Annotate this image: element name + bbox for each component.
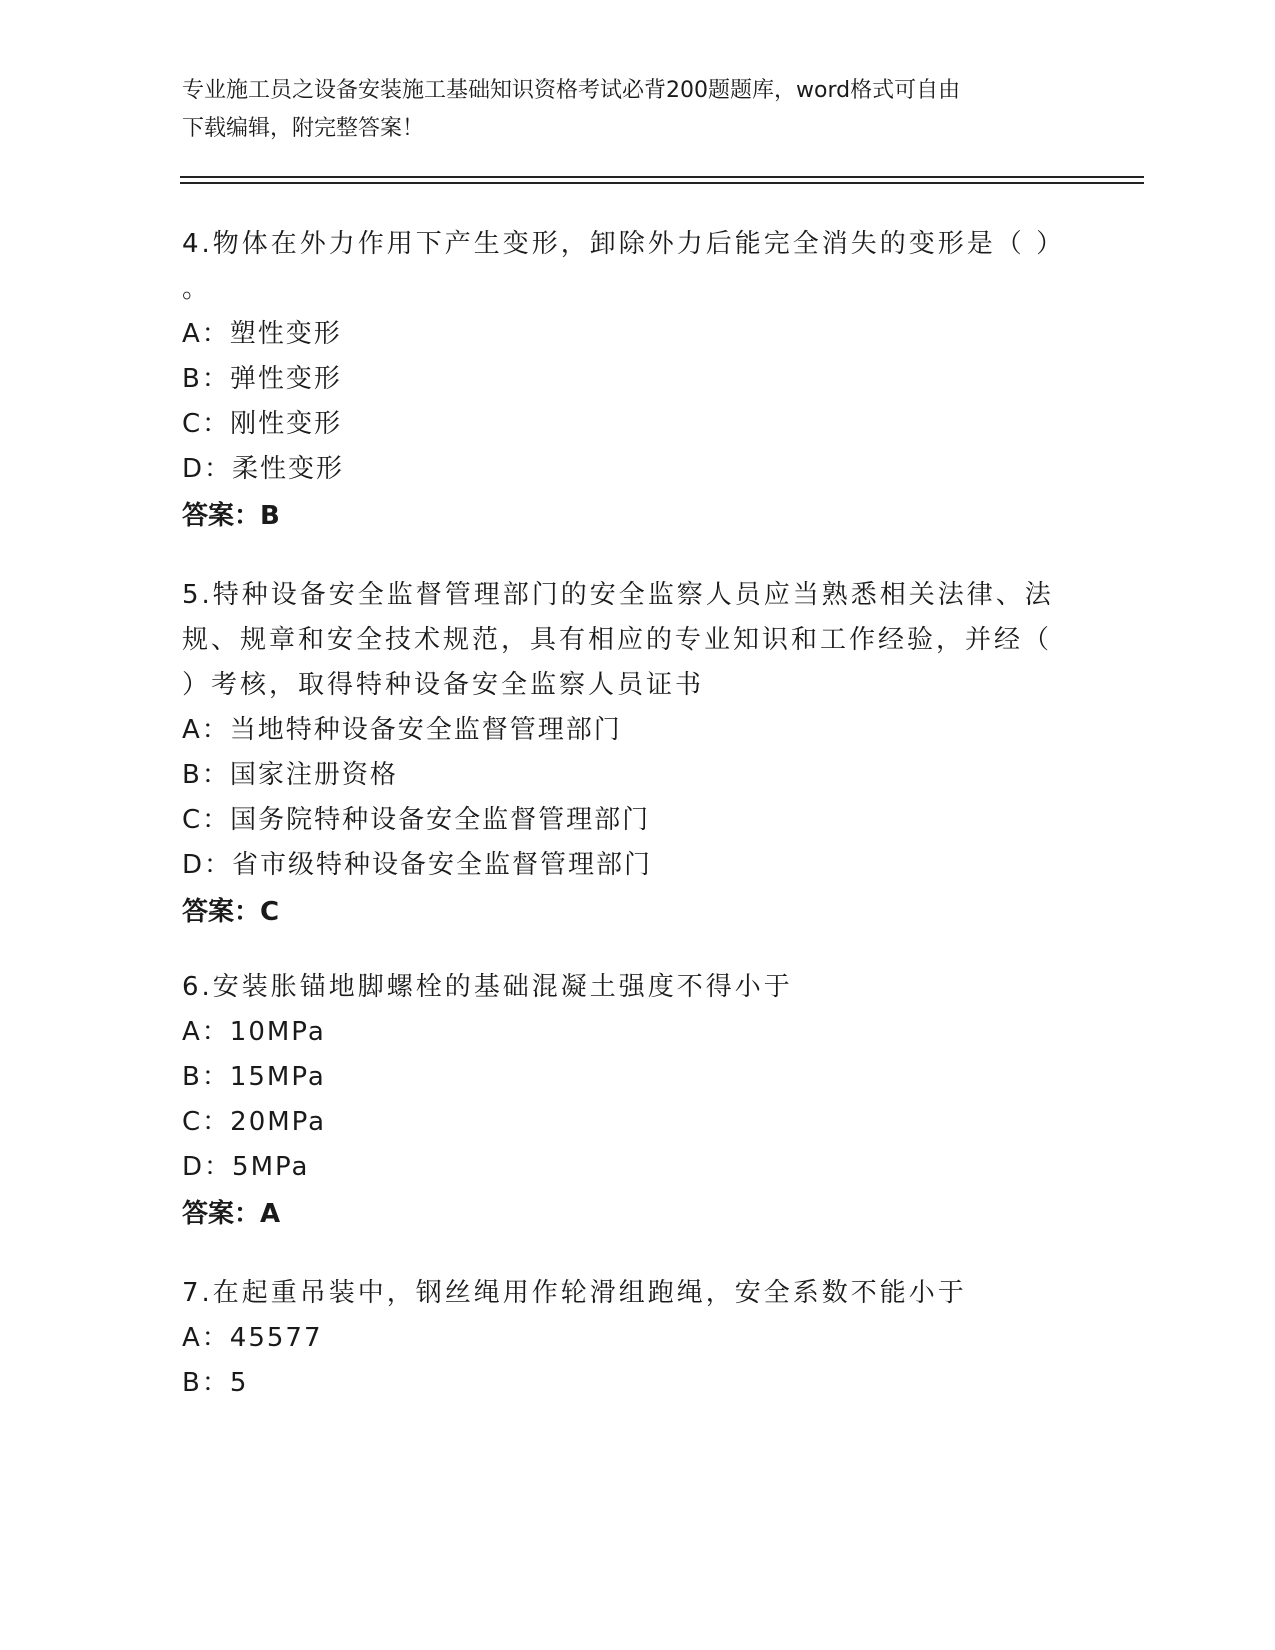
- question-5-text-line-1: 5.特种设备安全监督管理部门的安全监察人员应当熟悉相关法律、法: [182, 580, 1054, 610]
- question-4-option-d: D：柔性变形: [182, 454, 345, 484]
- question-7: [182, 1271, 1062, 1406]
- question-5-option-c: C：国务院特种设备安全监督管理部门: [182, 805, 651, 835]
- header-line-2: 下载编辑，附完整答案！: [182, 116, 425, 141]
- question-7-option-b: B：5: [182, 1368, 249, 1398]
- question-5-option-d: D：省市级特种设备安全监督管理部门: [182, 850, 653, 880]
- question-5: [182, 573, 1062, 935]
- question-4-answer: 答案：B: [182, 501, 280, 531]
- question-7-text-line-1: 7.在起重吊装中，钢丝绳用作轮滑组跑绳，安全系数不能小于: [182, 1278, 967, 1308]
- document-header: [182, 72, 1082, 148]
- question-6-text-line-1: 6.安装胀锚地脚螺栓的基础混凝土强度不得小于: [182, 972, 793, 1002]
- question-4: [182, 222, 1066, 539]
- header-line-1: 专业施工员之设备安装施工基础知识资格考试必背200题题库，word格式可自由: [182, 78, 961, 103]
- question-5-answer: 答案：C: [182, 897, 280, 927]
- question-6-option-d: D：5MPa: [182, 1152, 310, 1182]
- question-7-option-a: A：45577: [182, 1323, 323, 1353]
- question-5-text-line-2: 规、规章和安全技术规范，具有相应的专业知识和工作经验，并经（: [182, 625, 1053, 655]
- question-4-option-b: B：弹性变形: [182, 364, 342, 394]
- question-4-option-a: A：塑性变形: [182, 319, 342, 349]
- question-6-option-a: A：10MPa: [182, 1017, 326, 1047]
- question-5-text-line-3: ）考核，取得特种设备安全监察人员证书: [182, 670, 705, 700]
- question-6-option-c: C：20MPa: [182, 1107, 327, 1137]
- question-4-option-c: C：刚性变形: [182, 409, 343, 439]
- question-6-option-b: B：15MPa: [182, 1062, 326, 1092]
- question-4-text-line-2: 。: [182, 274, 212, 304]
- question-6: [182, 965, 1062, 1237]
- question-6-answer: 答案：A: [182, 1199, 281, 1229]
- header-divider-bottom: [180, 182, 1144, 184]
- question-5-option-a: A：当地特种设备安全监督管理部门: [182, 715, 622, 745]
- question-4-text-line-1: 4.物体在外力作用下产生变形，卸除外力后能完全消失的变形是（ ）: [182, 229, 1066, 259]
- header-divider-top: [180, 176, 1144, 178]
- question-5-option-b: B：国家注册资格: [182, 760, 398, 790]
